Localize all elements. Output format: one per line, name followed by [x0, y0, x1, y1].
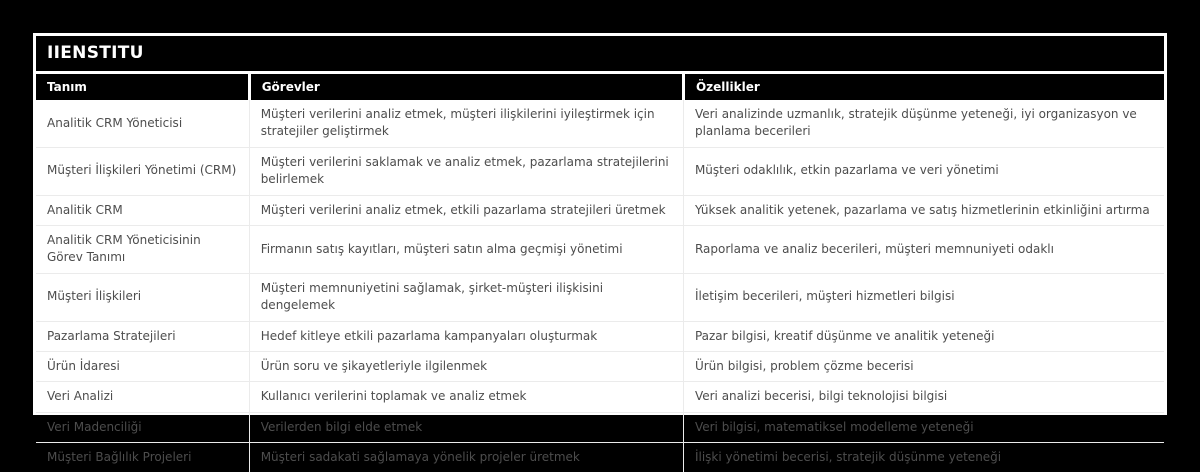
cell-ozellikler: İletişim becerileri, müşteri hizmetleri bilgisi [683, 273, 1164, 321]
cell-ozellikler: Veri bilgisi, matematiksel modelleme yeteneği [683, 412, 1164, 442]
page-title: IIENSTITU [36, 36, 1164, 71]
cell-tanim: Ürün İdaresi [36, 351, 249, 381]
cell-gorevler: Müşteri memnuniyetini sağlamak, şirket-müşteri ilişkisini dengelemek [249, 273, 683, 321]
cell-ozellikler: Yüksek analitik yetenek, pazarlama ve satış hizmetlerinin etkinliğini artırma [683, 195, 1164, 225]
cell-gorevler: Firmanın satış kayıtları, müşteri satın alma geçmişi yönetimi [249, 225, 683, 273]
cell-gorevler: Müşteri verilerini analiz etmek, müşteri ilişkilerini iyileştirmek için stratejiler geliştirmek [249, 100, 683, 147]
cell-ozellikler: Müşteri odaklılık, etkin pazarlama ve veri yönetimi [683, 147, 1164, 195]
header-row [36, 74, 1164, 100]
table-row [36, 100, 1164, 147]
table-row [36, 321, 1164, 351]
cell-tanim: Müşteri Bağlılık Projeleri [47, 450, 192, 465]
cell-gorevler: Ürün soru ve şikayetleriyle ilgilenmek [249, 351, 683, 381]
cell-tanim: Müşteri İlişkileri Yönetimi (CRM) [36, 147, 249, 195]
cell-tanim: Müşteri İlişkileri [36, 273, 249, 321]
cell-tanim: Pazarlama Stratejileri [36, 321, 249, 351]
table-row [36, 412, 1164, 442]
table-row [36, 147, 1164, 195]
cell-gorevler: Müşteri verilerini analiz etmek, etkili pazarlama stratejileri üretmek [249, 195, 683, 225]
column-header-gorevler: Görevler [249, 74, 683, 100]
cell-gorevler: Hedef kitleye etkili pazarlama kampanyaları oluşturmak [249, 321, 683, 351]
column-header-ozellikler: Özellikler [683, 74, 1164, 100]
cell-ozellikler: Veri analizi becerisi, bilgi teknolojisi bilgisi [683, 382, 1164, 412]
table-row [36, 443, 1164, 472]
cell-ozellikler: Veri analizinde uzmanlık, stratejik düşünme yeteneği, iyi organizasyon ve planlama becerileri [683, 100, 1164, 147]
column-header-tanim: Tanım [36, 74, 249, 100]
cell-gorevler: Müşteri sadakati sağlamaya yönelik projeler üretmek [249, 443, 683, 472]
cell-ozellikler: İlişki yönetimi becerisi, stratejik düşünme yeteneği [683, 443, 1164, 472]
cell-ozellikler: Raporlama ve analiz becerileri, müşteri memnuniyeti odaklı [683, 225, 1164, 273]
cell-tanim: Veri Analizi [36, 382, 249, 412]
table-row [36, 195, 1164, 225]
cell-tanim: Analitik CRM Yöneticisi [36, 100, 249, 147]
cell-gorevler: Müşteri verilerini saklamak ve analiz etmek, pazarlama stratejilerini belirlemek [249, 147, 683, 195]
table-row [36, 273, 1164, 321]
cell-tanim: Analitik CRM [36, 195, 249, 225]
cell-tanim: Analitik CRM Yöneticisinin Görev Tanımı [36, 225, 249, 273]
table-row [36, 351, 1164, 381]
cell-gorevler: Verilerden bilgi elde etmek [249, 412, 683, 442]
cell-tanim: Veri Madenciliği [36, 412, 249, 442]
crm-table-card [33, 33, 1167, 465]
cell-ozellikler: Pazar bilgisi, kreatif düşünme ve analitik yeteneği [683, 321, 1164, 351]
table-row [36, 382, 1164, 412]
cell-gorevler: Kullanıcı verilerini toplamak ve analiz etmek [249, 382, 683, 412]
table-row [36, 225, 1164, 273]
cell-ozellikler: Ürün bilgisi, problem çözme becerisi [683, 351, 1164, 381]
crm-table [36, 74, 1164, 472]
